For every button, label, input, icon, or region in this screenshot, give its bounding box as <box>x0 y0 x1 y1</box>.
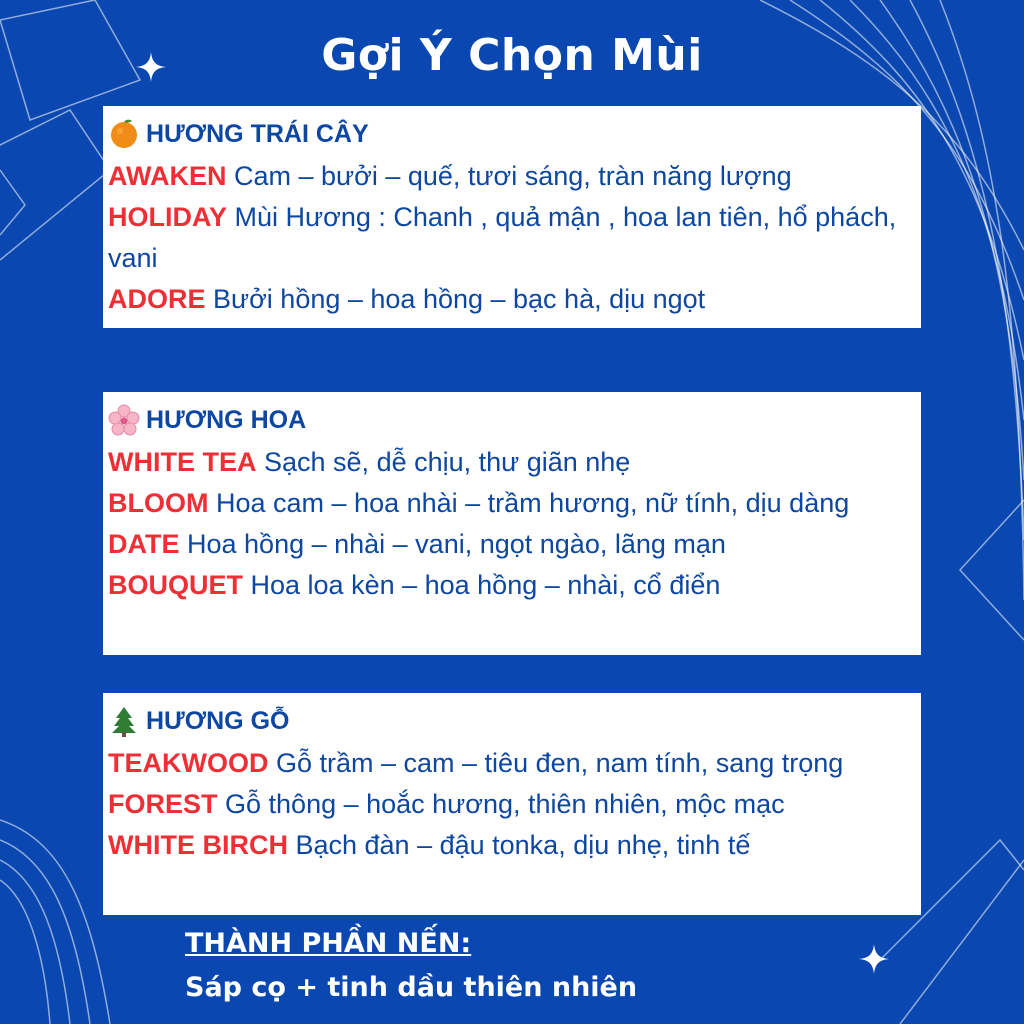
section-heading <box>108 398 915 442</box>
section-heading <box>108 112 915 156</box>
pine-tree-icon <box>108 705 140 737</box>
list-item <box>108 279 915 320</box>
scent-description: Bạch đàn – đậu tonka, dịu nhẹ, tinh tế <box>287 830 751 860</box>
list-item <box>108 825 915 866</box>
scent-name: WHITE TEA <box>108 447 257 477</box>
scent-name: AWAKEN <box>108 161 227 191</box>
scent-description: Bưởi hồng – hoa hồng – bạc hà, dịu ngọt <box>205 284 706 314</box>
list-item <box>108 524 915 565</box>
scent-name: ADORE <box>108 284 206 314</box>
cherry-blossom-icon <box>108 404 140 436</box>
scent-description: Hoa cam – hoa nhài – trầm hương, nữ tính, dịu dàng <box>208 488 850 518</box>
scent-name: HOLIDAY <box>108 202 228 232</box>
list-item <box>108 784 915 825</box>
footer <box>185 922 637 1010</box>
section-card-wood <box>103 693 921 915</box>
footer-title: THÀNH PHẦN NẾN: <box>185 928 472 959</box>
scent-description: Gỗ thông – hoắc hương, thiên nhiên, mộc mạc <box>217 789 785 819</box>
scent-description: Hoa loa kèn – hoa hồng – nhài, cổ điển <box>243 570 721 600</box>
list-item <box>108 156 915 197</box>
scent-name: TEAKWOOD <box>108 748 269 778</box>
scent-description: Cam – bưởi – quế, tươi sáng, tràn năng lượng <box>226 161 792 191</box>
list-item <box>108 743 915 784</box>
scent-name: BLOOM <box>108 488 209 518</box>
page-title: Gợi Ý Chọn Mùi <box>321 30 703 81</box>
scent-name: FOREST <box>108 789 218 819</box>
list-item <box>108 197 915 279</box>
section-heading <box>108 699 915 743</box>
footer-text: Sáp cọ + tinh dầu thiên nhiên <box>185 972 638 1003</box>
sparkle-icon <box>859 944 889 974</box>
section-card-fruit <box>103 106 921 328</box>
scent-description: Hoa hồng – nhài – vani, ngọt ngào, lãng mạn <box>179 529 726 559</box>
scent-description: Sạch sẽ, dễ chịu, thư giãn nhẹ <box>256 447 631 477</box>
scent-name: WHITE BIRCH <box>108 830 288 860</box>
section-card-floral <box>103 392 921 655</box>
section-title: HƯƠNG TRÁI CÂY <box>146 119 369 148</box>
scent-name: DATE <box>108 529 180 559</box>
section-title: HƯƠNG HOA <box>146 405 307 434</box>
section-title: HƯƠNG GỖ <box>146 706 290 735</box>
scent-description: Mùi Hương : Chanh , quả mận , hoa lan tiên, hổ phách, vani <box>108 202 897 273</box>
list-item <box>108 565 915 606</box>
orange-icon <box>108 118 140 150</box>
list-item <box>108 483 915 524</box>
list-item <box>108 442 915 483</box>
scent-description: Gỗ trầm – cam – tiêu đen, nam tính, sang trọng <box>268 748 844 778</box>
scent-name: BOUQUET <box>108 570 243 600</box>
